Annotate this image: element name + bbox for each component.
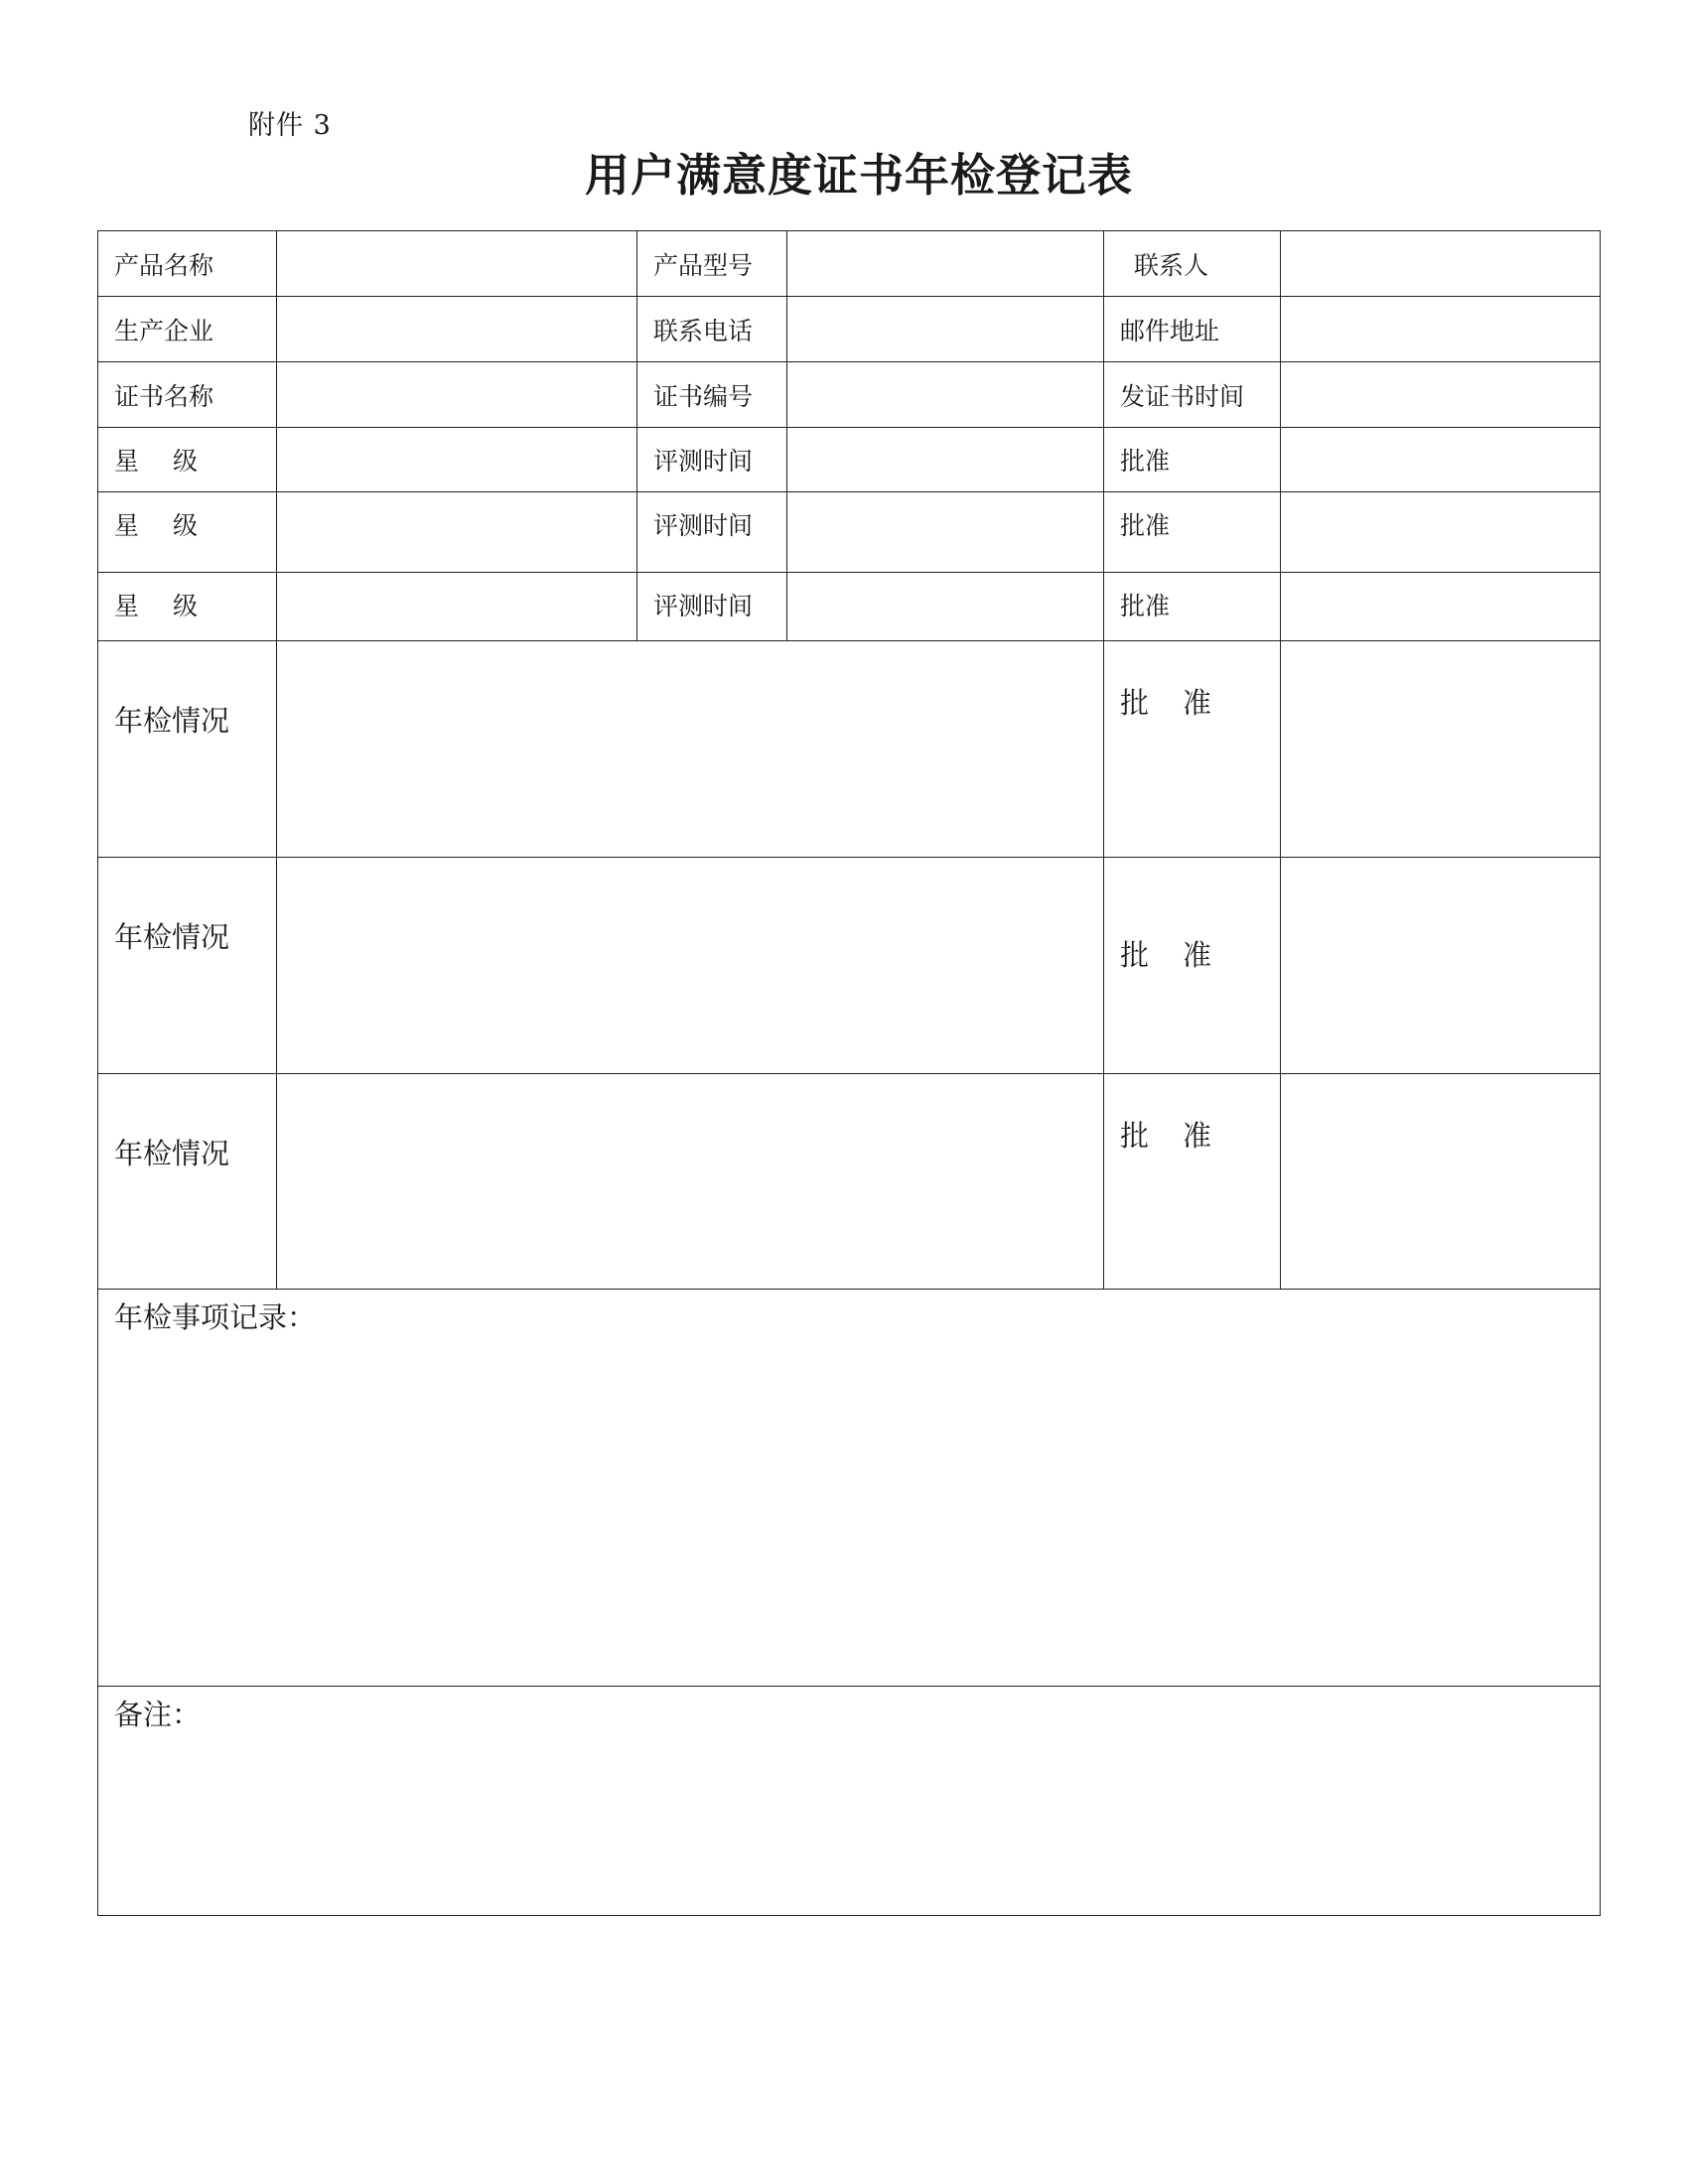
approval-field[interactable] <box>1281 492 1601 573</box>
star-level-label: 星级 <box>98 428 277 492</box>
inspection-approval-label: 批准 <box>1104 858 1281 1074</box>
inspection-records-section[interactable] <box>98 1290 1601 1687</box>
annual-inspection-field[interactable] <box>277 641 1104 858</box>
evaluation-time-field[interactable] <box>787 428 1104 492</box>
product-name-field[interactable] <box>277 231 637 297</box>
annual-inspection-label: 年检情况 <box>98 858 277 1074</box>
inspection-approval-field[interactable] <box>1281 858 1601 1074</box>
contact-person-field[interactable] <box>1281 231 1601 297</box>
remarks-section[interactable] <box>98 1687 1601 1916</box>
product-model-label: 产品型号 <box>637 231 787 297</box>
inspection-records-label: 年检事项记录： <box>114 1300 317 1334</box>
star-level-field[interactable] <box>277 428 637 492</box>
inspection-approval-label: 批准 <box>1104 1074 1281 1290</box>
certificate-number-field[interactable] <box>787 362 1104 428</box>
annual-inspection-label: 年检情况 <box>98 641 277 858</box>
form-title: 用户满意度证书年检登记表 <box>584 149 1133 202</box>
form-row-inspection-3 <box>98 1074 1601 1290</box>
form-row-company <box>98 297 1601 362</box>
form-row-product <box>98 231 1601 297</box>
evaluation-time-field[interactable] <box>787 573 1104 641</box>
product-model-field[interactable] <box>787 231 1104 297</box>
inspection-approval-field[interactable] <box>1281 1074 1601 1290</box>
form-row-rating-1 <box>98 428 1601 492</box>
annual-inspection-field[interactable] <box>277 1074 1104 1290</box>
product-name-label: 产品名称 <box>98 231 277 297</box>
approval-label: 批准 <box>1104 492 1281 573</box>
form-row-remarks <box>98 1687 1601 1916</box>
attachment-label: 附件 3 <box>248 110 332 141</box>
contact-phone-label: 联系电话 <box>637 297 787 362</box>
evaluation-time-label: 评测时间 <box>637 492 787 573</box>
star-level-field[interactable] <box>277 492 637 573</box>
contact-phone-field[interactable] <box>787 297 1104 362</box>
form-row-rating-2 <box>98 492 1601 573</box>
annual-inspection-label: 年检情况 <box>98 1074 277 1290</box>
registration-form-table <box>97 230 1601 1916</box>
star-level-field[interactable] <box>277 573 637 641</box>
form-row-rating-3 <box>98 573 1601 641</box>
certificate-number-label: 证书编号 <box>637 362 787 428</box>
star-level-label: 星级 <box>98 492 277 573</box>
form-row-records <box>98 1290 1601 1687</box>
evaluation-time-label: 评测时间 <box>637 573 787 641</box>
certificate-name-label: 证书名称 <box>98 362 277 428</box>
inspection-approval-field[interactable] <box>1281 641 1601 858</box>
star-level-label: 星级 <box>98 573 277 641</box>
evaluation-time-label: 评测时间 <box>637 428 787 492</box>
approval-label: 批准 <box>1104 428 1281 492</box>
inspection-approval-label: 批准 <box>1104 641 1281 858</box>
manufacturer-label: 生产企业 <box>98 297 277 362</box>
annual-inspection-field[interactable] <box>277 858 1104 1074</box>
approval-field[interactable] <box>1281 573 1601 641</box>
form-row-inspection-1 <box>98 641 1601 858</box>
contact-person-label: 联系人 <box>1104 231 1281 297</box>
email-address-label: 邮件地址 <box>1104 297 1281 362</box>
issue-date-field[interactable] <box>1281 362 1601 428</box>
approval-label: 批准 <box>1104 573 1281 641</box>
form-row-certificate <box>98 362 1601 428</box>
remarks-label: 备注： <box>114 1698 202 1731</box>
email-address-field[interactable] <box>1281 297 1601 362</box>
manufacturer-field[interactable] <box>277 297 637 362</box>
form-row-inspection-2 <box>98 858 1601 1074</box>
issue-date-label: 发证书时间 <box>1104 362 1281 428</box>
evaluation-time-field[interactable] <box>787 492 1104 573</box>
certificate-name-field[interactable] <box>277 362 637 428</box>
approval-field[interactable] <box>1281 428 1601 492</box>
